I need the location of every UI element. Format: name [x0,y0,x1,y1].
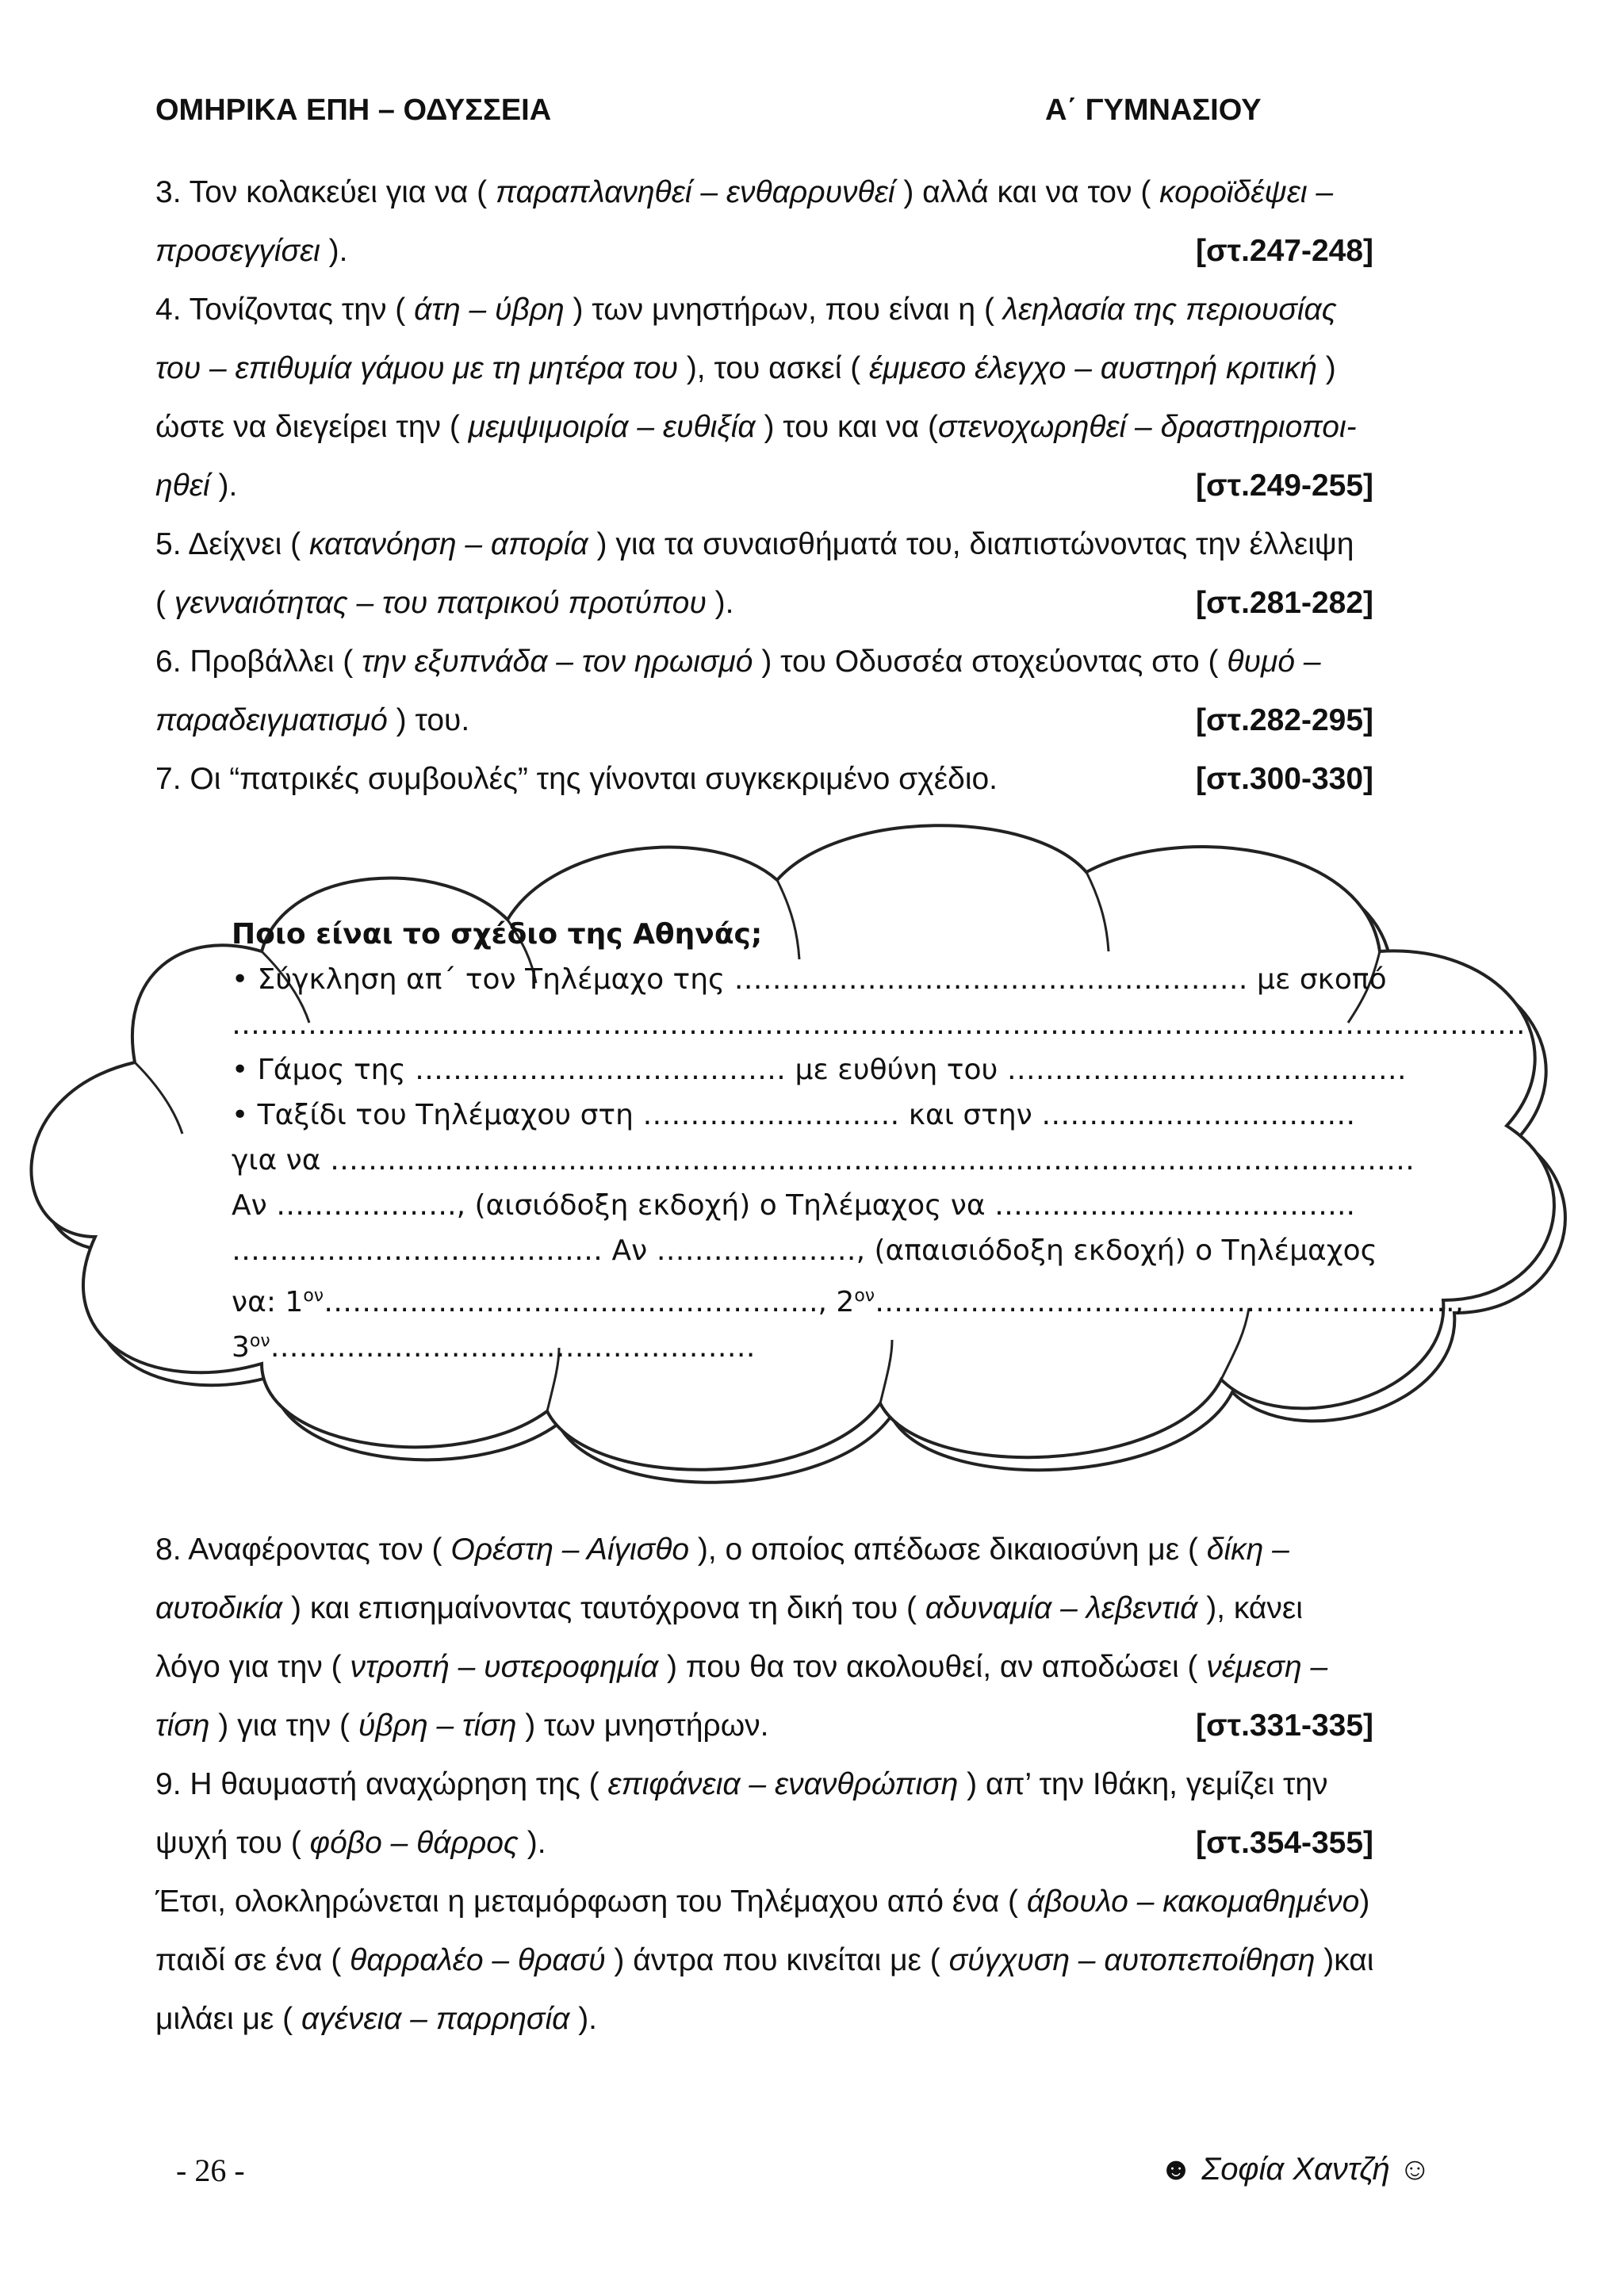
item-3-line-2: προσεγγίσει ). [στ.247-248] [155,222,1416,281]
item-8-line-3: λόγο για την ( ντροπή – υστεροφημία ) που θα τον ακολουθεί, αν αποδώσει ( νέμεση – [155,1650,1328,1684]
verse-ref: [στ.354-355] [1196,1826,1374,1860]
item-8-line-1: 8. Αναφέροντας τον ( Ορέστη – Αίγισθο ), ο οποίος απέδωσε δικαιοσύνη με ( δίκη – [155,1533,1289,1567]
plan-line-optimistic: Αν ………………., (αισιόδοξη εκδοχή) ο Τηλέμαχος να ……………………………….. [232,1189,1355,1222]
item-5-line-2: ( γενναιότητας – του πατρικού προτύπου ). [στ.281-282] [155,574,1416,633]
conclusion-line-2: παιδί σε ένα ( θαρραλέο – θρασύ ) άντρα που κινείται με ( σύγχυση – αυτοπεποίθηση )και [155,1943,1374,1977]
cloud-title: Ποιο είναι το σχέδιο της Αθηνάς; [232,918,763,951]
item-4-line-1: 4. Τονίζοντας την ( άτη – ύβρη ) των μνηστήρων, που είναι η ( λεηλασία της περιουσίας [155,293,1337,327]
verse-ref: [στ.249-255] [1196,469,1374,503]
item-5-line-1: 5. Δείχνει ( κατανόηση – απορία ) για τα συναισθήματά του, διαπιστώνοντας την έλλειψη [155,527,1354,561]
plan-line-assembly: • Σύγκληση απ΄ τον Τηλέμαχο της ……………………………………………… με σκοπό [232,963,1387,996]
item-3-line-1: 3. Τον κολακεύει για να ( παραπλανηθεί – ενθαρρυνθεί ) αλλά και να τον ( κοροϊδέψει – [155,175,1334,209]
item-6-line-2: παραδειγματισμό ) του. [στ.282-295] [155,691,1416,750]
item-8-line-2: αυτοδικία ) και επισημαίνοντας ταυτόχρονα τη δική του ( αδυναμία – λεβεντιά ), κάνει [155,1591,1303,1625]
verse-ref: [στ.300-330] [1196,762,1374,796]
conclusion-line-1: Έτσι, ολοκληρώνεται η μεταμόρφωση του Τηλέμαχου από ένα ( άβουλο – κακομαθημένο) [155,1885,1370,1919]
plan-line-purpose: για να …………………………………………………………………………………………………… [232,1144,1415,1177]
item-8-line-4: τίση ) για την ( ύβρη – τίση ) των μνηστήρων. [στ.331-335] [155,1697,1416,1755]
verse-ref: [στ.331-335] [1196,1709,1374,1743]
item-9-line-1: 9. Η θαυμαστή αναχώρηση της ( επιφάνεια – ενανθρώπιση ) απ’ την Ιθάκη, γεμίζει την [155,1767,1328,1801]
verse-ref: [στ.247-248] [1196,234,1374,268]
cloud-plan-questions [232,912,1526,1364]
header-class: Α΄ ΓΥΜΝΑΣΙΟΥ [1045,94,1262,127]
item-4-line-4: ηθεί ). [στ.249-255] [155,457,1416,515]
item-6-line-1: 6. Προβάλλει ( την εξυπνάδα – τον ηρωισμό ) του Οδυσσέα στοχεύοντας στο ( θυμό – [155,645,1321,679]
exercise-items-8-9 [155,1521,1416,2049]
plan-line-options: να: $1^{o\nu}\dots\dots\dots\dots\dots\dots\dots\dots\dots\dots\dots\dots\dots\dots\dots\dots\dots$., $2^{o\nu}\dots\dots\dots\dots\dots\dots\dots\dots\dots\dots\dots\dots\dots\dots\dots\dots\dots\dots\dots\dots$., [232,1286,1464,1318]
plan-line-marriage: • Γάμος της ………………………………… με ευθύνη του …………………………………… [232,1054,1407,1086]
verse-ref: [στ.281-282] [1196,586,1374,620]
plan-line-journey: • Ταξίδι του Τηλέμαχου στη ……………………… και στην …………………………… [232,1099,1356,1131]
plan-line-pessimistic: ………………………………… Αν …………………, (απαισιόδοξη εκδοχή) ο Τηλέμαχος [232,1234,1377,1267]
exercise-items-3-7 [155,163,1416,809]
item-4-line-3: ώστε να διεγείρει την ( μεμψιμοιρία – ευθιξία ) του και να (στενοχωρηθεί – δραστηριοποι- [155,410,1357,444]
page-number: - 26 - [176,2152,245,2188]
header-title: ΟΜΗΡΙΚΑ ΕΠΗ – ΟΔΥΣΣΕΙΑ [155,94,552,127]
verse-ref: [στ.282-295] [1196,703,1374,737]
item-4-line-2: του – επιθυμία γάμου με τη μητέρα του ), του ασκεί ( έμμεσο έλεγχο – αυστηρή κριτική ) [155,351,1336,385]
plan-line-blank: ………………………………………………………………………………………………………………………. [232,1008,1526,1041]
item-7-line-1: 7. Οι “πατρικές συμβουλές” της γίνονται συγκεκριμένο σχέδιο. [στ.300-330] [155,750,1416,809]
plan-line-option-3: $3^{o\nu}\dots\dots\dots\dots\dots\dots\dots\dots\dots\dots\dots\dots\dots\dots\dots\dots\dots$ [232,1331,756,1364]
item-9-line-2: ψυχή του ( φόβο – θάρρος ). [στ.354-355] [155,1814,1416,1873]
conclusion-line-3: μιλάει με ( αγένεια – παρρησία ). [155,2002,598,2036]
author-signature: ☻ Σοφία Χαντζή ☺ [1159,2152,1431,2187]
